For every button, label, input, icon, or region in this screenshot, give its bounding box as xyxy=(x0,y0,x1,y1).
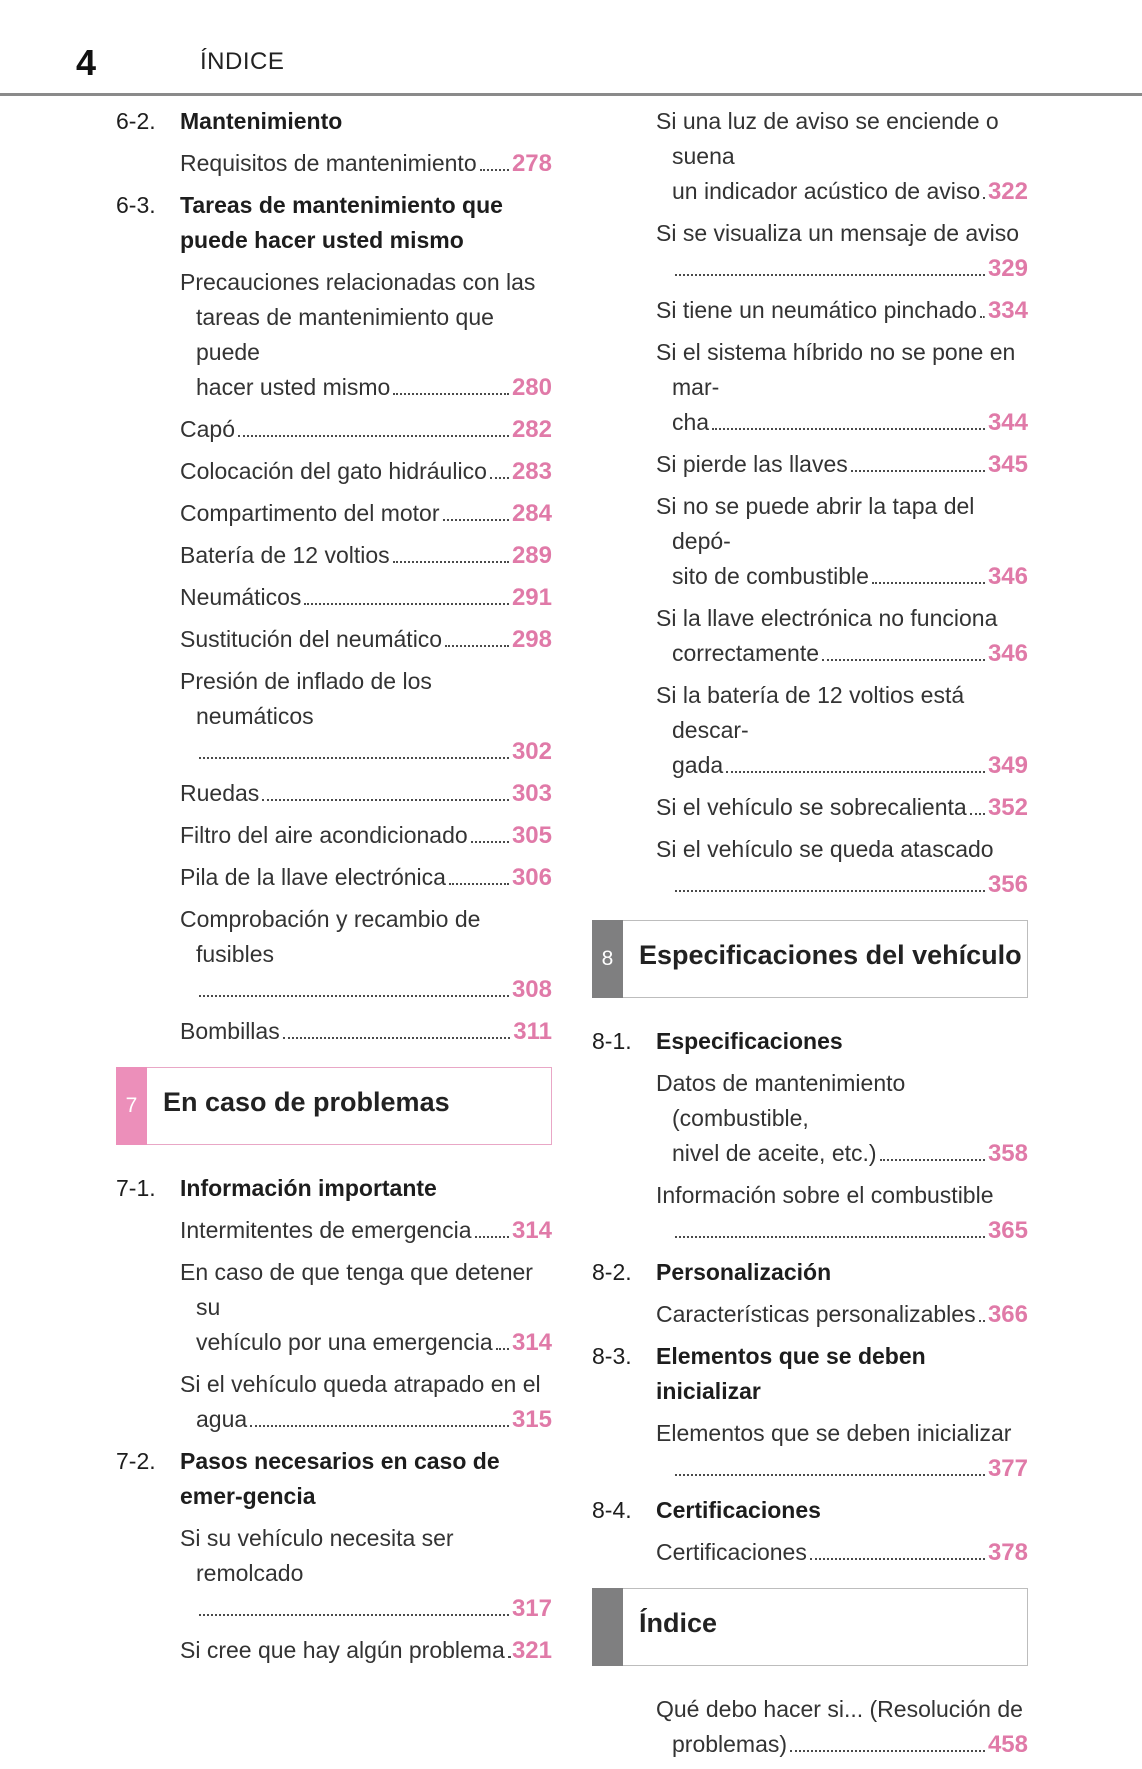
entry-lead-text: vehículo por una emergencia xyxy=(196,1329,493,1355)
dot-leader xyxy=(983,196,985,199)
entry-leader-line xyxy=(656,1535,1028,1570)
section-number: 6-3. xyxy=(116,192,156,218)
entry-leader-line xyxy=(180,1014,552,1049)
entry-leader-line xyxy=(180,1591,552,1626)
dot-leader xyxy=(445,644,509,647)
entry-lead-text: Capó xyxy=(180,416,235,442)
entry-label: Información sobre el combustible xyxy=(656,1182,994,1208)
toc-entry[interactable] xyxy=(656,678,1028,783)
dot-leader xyxy=(262,798,509,801)
page-reference[interactable]: 317 xyxy=(511,1595,552,1622)
page-reference[interactable]: 305 xyxy=(511,822,552,849)
entry-label: Si no se puede abrir la tapa del depó- xyxy=(656,493,975,554)
entry-lead-text: sito de combustible xyxy=(672,563,869,589)
entry-leader-line xyxy=(180,734,552,769)
toc-entry[interactable] xyxy=(180,776,552,811)
toc-entry[interactable] xyxy=(656,601,1028,671)
toc-entry[interactable] xyxy=(656,1692,1028,1762)
entry-label: Si el vehículo queda atrapado en el xyxy=(180,1371,541,1397)
entry-lead-text: un indicador acústico de aviso xyxy=(672,178,981,204)
entry-lead-text: Sustitución del neumático xyxy=(180,626,443,652)
toc-entry[interactable] xyxy=(656,489,1028,594)
dot-leader xyxy=(675,1235,985,1238)
page-reference[interactable]: 344 xyxy=(987,409,1028,436)
entry-lead-text: Si el vehículo se sobrecalienta xyxy=(656,794,967,820)
toc-entry[interactable] xyxy=(656,1535,1028,1570)
toc-right-column xyxy=(592,104,1028,1769)
page-title: ÍNDICE xyxy=(200,48,285,75)
entry-leader-line xyxy=(656,559,1028,594)
entry-leader-line xyxy=(180,972,552,1007)
entry-lead-text: Pila de la llave electrónica xyxy=(180,864,446,890)
page-reference[interactable]: 322 xyxy=(987,178,1028,205)
dot-leader xyxy=(980,315,985,318)
page-reference[interactable]: 329 xyxy=(987,255,1028,282)
entry-leader-line xyxy=(180,496,552,531)
section-number: 8-4. xyxy=(592,1497,632,1523)
entry-label: Si el sistema híbrido no se pone en mar- xyxy=(656,339,1016,400)
toc-entry[interactable] xyxy=(180,664,552,769)
entry-lead-text: Certificaciones xyxy=(656,1539,807,1565)
page-number: 4 xyxy=(76,42,97,83)
entry-label: Si el vehículo se queda atascado xyxy=(656,836,994,862)
dot-leader xyxy=(726,770,985,773)
section-number: 8-1. xyxy=(592,1028,632,1054)
dot-leader xyxy=(851,469,985,472)
toc-entry[interactable] xyxy=(656,1066,1028,1171)
dot-leader xyxy=(810,1557,985,1560)
chapter-title: Especificaciones del vehículo xyxy=(639,940,1022,970)
entry-lead-text: correctamente xyxy=(672,640,820,666)
entry-label: Si su vehículo necesita ser remolcado xyxy=(180,1525,454,1586)
page-reference[interactable]: 345 xyxy=(987,451,1028,478)
toc-entry[interactable] xyxy=(656,832,1028,902)
entry-label: Comprobación y recambio de fusibles xyxy=(180,906,481,967)
toc-entry[interactable] xyxy=(180,1255,552,1360)
toc-entry[interactable] xyxy=(180,496,552,531)
section-heading xyxy=(592,1024,1028,1059)
entry-leader-line xyxy=(180,454,552,489)
entry-lead-text: gada xyxy=(672,752,724,778)
toc-entry[interactable] xyxy=(656,790,1028,825)
entry-label: Elementos que se deben inicializar xyxy=(656,1420,1012,1446)
section-heading xyxy=(116,104,552,139)
toc-entry[interactable] xyxy=(656,335,1028,440)
entry-leader-line xyxy=(180,1325,552,1360)
entry-lead-text: Compartimento del motor xyxy=(180,500,440,526)
toc-entry[interactable] xyxy=(180,1633,552,1668)
section-heading xyxy=(116,188,552,258)
chapter-box[interactable] xyxy=(592,920,1028,998)
entry-lead-text: Ruedas xyxy=(180,780,260,806)
entry-leader-line xyxy=(656,748,1028,783)
dot-leader xyxy=(675,1473,985,1476)
section-heading xyxy=(592,1255,1028,1290)
section-number: 7-2. xyxy=(116,1448,156,1474)
page-reference[interactable]: 284 xyxy=(511,500,552,527)
dot-leader xyxy=(712,427,985,430)
page-reference[interactable]: 283 xyxy=(511,458,552,485)
dot-leader xyxy=(490,476,509,479)
section-heading xyxy=(592,1493,1028,1528)
dot-leader xyxy=(872,581,985,584)
header-divider xyxy=(0,93,1142,96)
toc-entry[interactable] xyxy=(656,447,1028,482)
section-title: Elementos que se deben inicializar xyxy=(656,1343,926,1404)
chapter-box[interactable] xyxy=(116,1067,552,1145)
entry-label: Si se visualiza un mensaje de aviso xyxy=(656,220,1020,246)
entry-lead-text: Colocación del gato hidráulico xyxy=(180,458,487,484)
section-number: 8-2. xyxy=(592,1259,632,1285)
section-title: Especificaciones xyxy=(656,1028,843,1054)
section-title: Tareas de mantenimiento que puede hacer usted mismo xyxy=(180,192,503,253)
dot-leader xyxy=(475,1235,509,1238)
entry-leader-line xyxy=(180,1633,552,1668)
dot-leader xyxy=(480,168,509,171)
page-reference[interactable]: 289 xyxy=(511,542,552,569)
page-reference[interactable]: 356 xyxy=(987,871,1028,898)
entry-lead-text: hacer usted mismo xyxy=(196,374,391,400)
section-heading xyxy=(116,1444,552,1514)
entry-lead-text: Intermitentes de emergencia xyxy=(180,1217,472,1243)
entry-leader-line xyxy=(656,1297,1028,1332)
entry-lead-text: nivel de aceite, etc.) xyxy=(672,1140,877,1166)
dot-leader xyxy=(880,1158,985,1161)
toc-entry[interactable] xyxy=(656,1416,1028,1486)
page-reference[interactable]: 321 xyxy=(511,1637,552,1664)
dot-leader xyxy=(496,1347,509,1350)
entry-leader-line xyxy=(180,860,552,895)
section-number: 7-1. xyxy=(116,1175,156,1201)
dot-leader xyxy=(238,434,509,437)
toc-entry[interactable] xyxy=(180,538,552,573)
entry-leader-line xyxy=(180,622,552,657)
entry-label: Si la batería de 12 voltios está descar- xyxy=(656,682,965,743)
toc-entry[interactable] xyxy=(180,265,552,405)
entry-label: En caso de que tenga que detener su xyxy=(180,1259,533,1320)
page-reference[interactable]: 346 xyxy=(987,563,1028,590)
page-reference[interactable]: 298 xyxy=(511,626,552,653)
section-heading xyxy=(592,1339,1028,1409)
section-heading xyxy=(116,1171,552,1206)
toc-entry[interactable] xyxy=(180,146,552,181)
section-number: 8-3. xyxy=(592,1343,632,1369)
dot-leader xyxy=(675,273,985,276)
dot-leader xyxy=(199,1613,509,1616)
page-reference[interactable]: 358 xyxy=(987,1140,1028,1167)
page-reference[interactable]: 291 xyxy=(511,584,552,611)
chapter-tab: 7 xyxy=(116,1067,147,1145)
entry-leader-line xyxy=(180,580,552,615)
toc-entry[interactable] xyxy=(180,1521,552,1626)
page-reference[interactable]: 346 xyxy=(987,640,1028,667)
entry-lead-text: cha xyxy=(672,409,710,435)
toc-entry[interactable] xyxy=(656,1178,1028,1248)
section-number: 6-2. xyxy=(116,108,156,134)
dot-leader xyxy=(449,882,509,885)
entry-label: Qué debo hacer si... (Resolución de xyxy=(656,1696,1023,1722)
page-reference[interactable]: 302 xyxy=(511,738,552,765)
dot-leader xyxy=(979,1319,985,1322)
entry-lead-text: Si cree que hay algún problema xyxy=(180,1637,505,1663)
entry-leader-line xyxy=(656,1213,1028,1248)
entry-lead-text: Bombillas xyxy=(180,1018,280,1044)
toc-entry[interactable] xyxy=(656,293,1028,328)
entry-label: Precauciones relacionadas con las tareas de mantenimiento que puede xyxy=(180,269,536,365)
entry-leader-line xyxy=(180,818,552,853)
dot-leader xyxy=(508,1655,509,1658)
page-reference[interactable]: 458 xyxy=(987,1731,1028,1758)
dot-leader xyxy=(822,658,985,661)
toc-entry[interactable] xyxy=(180,1213,552,1248)
dot-leader xyxy=(250,1424,509,1427)
dot-leader xyxy=(393,392,509,395)
entry-leader-line xyxy=(656,447,1028,482)
dot-leader xyxy=(393,560,509,563)
entry-leader-line xyxy=(656,405,1028,440)
page-reference[interactable]: 366 xyxy=(987,1301,1028,1328)
page-reference[interactable]: 365 xyxy=(987,1217,1028,1244)
page-reference[interactable]: 352 xyxy=(987,794,1028,821)
dot-leader xyxy=(304,602,509,605)
entry-leader-line xyxy=(656,790,1028,825)
entry-leader-line xyxy=(656,867,1028,902)
section-title: Personalización xyxy=(656,1259,832,1285)
entry-leader-line xyxy=(656,636,1028,671)
page-reference[interactable]: 314 xyxy=(511,1217,552,1244)
dot-leader xyxy=(790,1749,985,1752)
entry-label: Datos de mantenimiento (combustible, xyxy=(656,1070,906,1131)
section-title: Información importante xyxy=(180,1175,437,1201)
entry-label: Si una luz de aviso se enciende o suena xyxy=(656,108,999,169)
entry-leader-line xyxy=(656,174,1028,209)
entry-leader-line xyxy=(656,1727,1028,1762)
page-reference[interactable]: 377 xyxy=(987,1455,1028,1482)
toc-entry[interactable] xyxy=(656,216,1028,286)
entry-leader-line xyxy=(180,538,552,573)
entry-leader-line xyxy=(180,370,552,405)
entry-label: Presión de inflado de los neumáticos xyxy=(180,668,432,729)
page-reference[interactable]: 315 xyxy=(511,1406,552,1433)
chapter-title: En caso de problemas xyxy=(163,1087,450,1117)
dot-leader xyxy=(199,994,509,997)
entry-leader-line xyxy=(656,1451,1028,1486)
toc-entry[interactable] xyxy=(180,1014,552,1049)
toc-entry[interactable] xyxy=(180,818,552,853)
entry-lead-text: problemas) xyxy=(672,1731,788,1757)
page-reference[interactable]: 280 xyxy=(511,374,552,401)
chapter-tab: 8 xyxy=(592,920,623,998)
page-reference[interactable]: 334 xyxy=(987,297,1028,324)
entry-lead-text: Características personalizables xyxy=(656,1301,976,1327)
page-reference[interactable]: 314 xyxy=(511,1329,552,1356)
dot-leader xyxy=(199,756,509,759)
entry-lead-text: Batería de 12 voltios xyxy=(180,542,390,568)
dot-leader xyxy=(283,1036,511,1039)
toc-entry[interactable] xyxy=(656,104,1028,209)
page-reference[interactable]: 278 xyxy=(511,150,552,177)
toc-entry[interactable] xyxy=(180,902,552,1007)
entry-leader-line xyxy=(180,412,552,447)
dot-leader xyxy=(443,518,509,521)
page-reference[interactable]: 306 xyxy=(511,864,552,891)
entry-lead-text: Requisitos de mantenimiento xyxy=(180,150,477,176)
toc-entry[interactable] xyxy=(180,412,552,447)
entry-leader-line xyxy=(656,251,1028,286)
page-reference[interactable]: 349 xyxy=(987,752,1028,779)
section-title: Mantenimiento xyxy=(180,108,343,134)
toc-entry[interactable] xyxy=(180,454,552,489)
toc-left-column xyxy=(116,104,552,1675)
toc-entry[interactable] xyxy=(180,580,552,615)
chapter-tab xyxy=(592,1588,623,1666)
toc-entry[interactable] xyxy=(180,860,552,895)
entry-leader-line xyxy=(656,293,1028,328)
page-reference[interactable]: 303 xyxy=(511,780,552,807)
chapter-title: Índice xyxy=(639,1608,718,1638)
entry-label: Si la llave electrónica no funciona xyxy=(656,605,998,631)
entry-lead-text: Filtro del aire acondicionado xyxy=(180,822,468,848)
page-reference[interactable]: 282 xyxy=(511,416,552,443)
toc-entry[interactable] xyxy=(656,1297,1028,1332)
dot-leader xyxy=(471,840,509,843)
chapter-box[interactable] xyxy=(592,1588,1028,1666)
entry-lead-text: Si tiene un neumático pinchado xyxy=(656,297,977,323)
toc-entry[interactable] xyxy=(180,1367,552,1437)
dot-leader xyxy=(675,889,985,892)
entry-leader-line xyxy=(180,146,552,181)
dot-leader xyxy=(970,812,985,815)
page-reference[interactable]: 308 xyxy=(511,976,552,1003)
entry-leader-line xyxy=(180,776,552,811)
section-title: Pasos necesarios en caso de emer-gencia xyxy=(180,1448,500,1509)
entry-lead-text: Neumáticos xyxy=(180,584,302,610)
entry-leader-line xyxy=(180,1402,552,1437)
entry-lead-text: agua xyxy=(196,1406,248,1432)
entry-leader-line xyxy=(656,1136,1028,1171)
entry-leader-line xyxy=(180,1213,552,1248)
page-reference[interactable]: 378 xyxy=(987,1539,1028,1566)
section-title: Certificaciones xyxy=(656,1497,821,1523)
toc-entry[interactable] xyxy=(180,622,552,657)
page-reference[interactable]: 311 xyxy=(513,1018,552,1045)
entry-lead-text: Si pierde las llaves xyxy=(656,451,848,477)
